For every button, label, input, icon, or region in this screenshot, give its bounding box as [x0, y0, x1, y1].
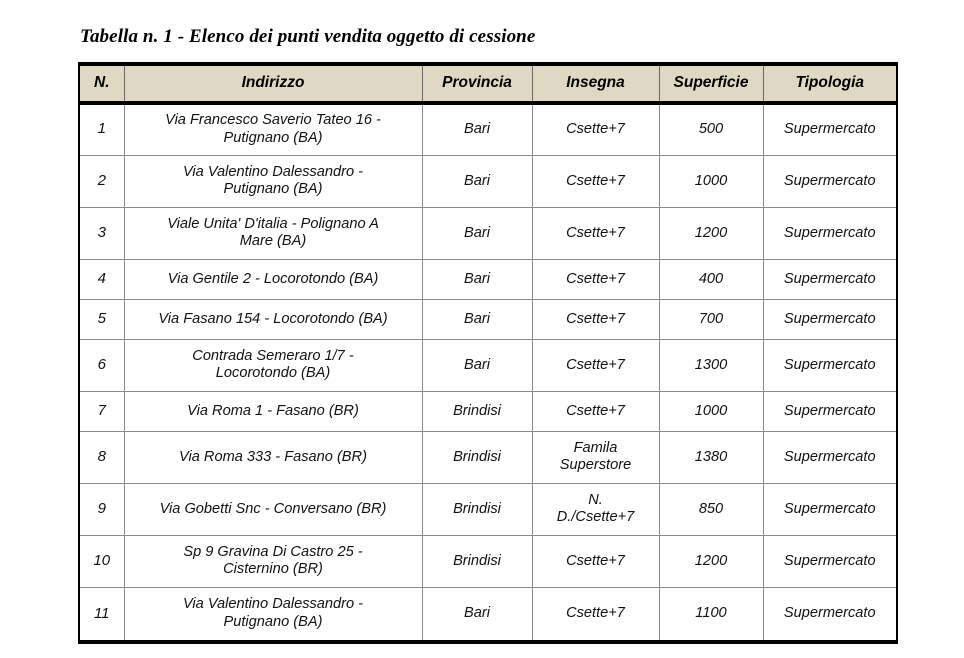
- cell-superficie: 1200: [659, 208, 763, 260]
- cell-superficie: 500: [659, 103, 763, 156]
- cell-indirizzo-line-1: Contrada Semeraro 1/7 -: [192, 347, 354, 364]
- cell-provincia: Bari: [422, 156, 532, 208]
- cell-indirizzo-line-1: Via Valentino Dalessandro -: [182, 163, 364, 180]
- cell-indirizzo-line-2: Putignano (BA): [223, 129, 323, 146]
- cell-indirizzo-line-2: Cisternino (BR): [223, 561, 323, 578]
- sales-points-table: [80, 66, 896, 640]
- cell-provincia: Bari: [422, 208, 532, 260]
- cell-insegna: Csette+7: [532, 208, 659, 260]
- cell-n: 2: [80, 156, 124, 208]
- cell-tipologia: Supermercato: [763, 340, 896, 392]
- column-header-superficie: Superficie: [659, 66, 763, 103]
- cell-indirizzo: [124, 536, 422, 588]
- table-header: [80, 66, 896, 103]
- cell-tipologia: Supermercato: [763, 300, 896, 340]
- cell-insegna-line-1: N.: [588, 491, 603, 508]
- cell-tipologia: Supermercato: [763, 156, 896, 208]
- sales-points-table-container: [78, 62, 898, 644]
- cell-tipologia: Supermercato: [763, 432, 896, 484]
- cell-superficie: 700: [659, 300, 763, 340]
- table-row: [80, 340, 896, 392]
- cell-indirizzo-line-1: Sp 9 Gravina Di Castro 25 -: [183, 543, 363, 560]
- cell-indirizzo-line-2: Locorotondo (BA): [215, 365, 331, 382]
- cell-indirizzo-line-2: Putignano (BA): [223, 181, 323, 198]
- column-header-n: N.: [80, 66, 124, 103]
- cell-indirizzo-lines: [133, 544, 414, 580]
- cell-superficie: 1200: [659, 536, 763, 588]
- cell-tipologia: Supermercato: [763, 484, 896, 536]
- column-header-indirizzo: Indirizzo: [124, 66, 422, 103]
- cell-tipologia: Supermercato: [763, 392, 896, 432]
- cell-tipologia: Supermercato: [763, 208, 896, 260]
- cell-insegna: Csette+7: [532, 260, 659, 300]
- cell-tipologia: Supermercato: [763, 536, 896, 588]
- cell-superficie: 1100: [659, 588, 763, 640]
- column-header-tipologia: Tipologia: [763, 66, 896, 103]
- table-row: [80, 392, 896, 432]
- table-row: [80, 484, 896, 536]
- cell-indirizzo-lines: [133, 112, 414, 148]
- table-body: [80, 103, 896, 640]
- cell-superficie: 400: [659, 260, 763, 300]
- cell-insegna: Csette+7: [532, 300, 659, 340]
- cell-indirizzo: [124, 156, 422, 208]
- cell-provincia: Brindisi: [422, 536, 532, 588]
- cell-indirizzo-line-2: Putignano (BA): [223, 613, 323, 630]
- cell-superficie: 1380: [659, 432, 763, 484]
- table-row: [80, 536, 896, 588]
- cell-insegna: Csette+7: [532, 392, 659, 432]
- table-row: [80, 432, 896, 484]
- cell-indirizzo-lines: [133, 348, 414, 384]
- cell-insegna-line-2: D./Csette+7: [556, 509, 635, 526]
- cell-provincia: Bari: [422, 260, 532, 300]
- cell-indirizzo: [124, 340, 422, 392]
- cell-provincia: Brindisi: [422, 432, 532, 484]
- cell-provincia: Bari: [422, 300, 532, 340]
- cell-n: 3: [80, 208, 124, 260]
- cell-indirizzo-lines: [133, 596, 414, 632]
- column-header-insegna: Insegna: [532, 66, 659, 103]
- cell-insegna-line-2: Superstore: [559, 457, 632, 474]
- cell-provincia: Bari: [422, 588, 532, 640]
- cell-insegna-line-1: Famila: [573, 439, 618, 456]
- table-row: [80, 103, 896, 156]
- cell-n: 8: [80, 432, 124, 484]
- cell-superficie: 850: [659, 484, 763, 536]
- cell-n: 1: [80, 103, 124, 156]
- cell-n: 5: [80, 300, 124, 340]
- cell-tipologia: Supermercato: [783, 604, 876, 621]
- cell-indirizzo: Via Gentile 2 - Locorotondo (BA): [124, 260, 422, 300]
- cell-n: 6: [80, 340, 124, 392]
- cell-indirizzo: Via Roma 333 - Fasano (BR): [124, 432, 422, 484]
- cell-indirizzo: [124, 588, 422, 640]
- cell-insegna: Csette+7: [532, 340, 659, 392]
- cell-indirizzo-line-1: Via Valentino Dalessandro -: [182, 595, 364, 612]
- cell-indirizzo-lines: [133, 164, 414, 200]
- table-row: [80, 588, 896, 640]
- cell-indirizzo: [124, 208, 422, 260]
- cell-provincia: Brindisi: [422, 392, 532, 432]
- cell-insegna: Csette+7: [532, 156, 659, 208]
- cell-n: 7: [80, 392, 124, 432]
- column-header-provincia: Provincia: [422, 66, 532, 103]
- table-row: [80, 260, 896, 300]
- cell-tipologia: Supermercato: [763, 103, 896, 156]
- cell-provincia: Bari: [422, 103, 532, 156]
- cell-insegna: [532, 484, 659, 536]
- cell-insegna-lines: [537, 440, 655, 476]
- cell-indirizzo: Via Roma 1 - Fasano (BR): [124, 392, 422, 432]
- table-row: [80, 156, 896, 208]
- cell-insegna: Csette+7: [532, 103, 659, 156]
- table-caption: Tabella n. 1 - Elenco dei punti vendita oggetto di cessione: [80, 26, 536, 47]
- cell-superficie: 1000: [659, 392, 763, 432]
- cell-indirizzo: Via Gobetti Snc - Conversano (BR): [124, 484, 422, 536]
- cell-n: 4: [80, 260, 124, 300]
- cell-n: 10: [80, 536, 124, 588]
- cell-superficie: 1000: [659, 156, 763, 208]
- table-row: [80, 208, 896, 260]
- cell-provincia: Bari: [422, 340, 532, 392]
- cell-n: 11: [80, 588, 124, 640]
- cell-tipologia: Supermercato: [763, 260, 896, 300]
- table-header-row: [80, 66, 896, 103]
- cell-insegna-lines: [537, 492, 655, 528]
- cell-superficie: 1300: [659, 340, 763, 392]
- cell-indirizzo: Via Fasano 154 - Locorotondo (BA): [124, 300, 422, 340]
- table-row: [80, 300, 896, 340]
- cell-indirizzo-line-1: Viale Unita' D'italia - Polignano A: [167, 215, 379, 232]
- cell-indirizzo-lines: [133, 216, 414, 252]
- cell-indirizzo-line-2: Mare (BA): [239, 233, 307, 250]
- cell-provincia: Brindisi: [422, 484, 532, 536]
- cell-insegna: [532, 432, 659, 484]
- cell-insegna: Csette+7: [532, 588, 659, 640]
- cell-n: 9: [80, 484, 124, 536]
- cell-insegna: Csette+7: [532, 536, 659, 588]
- cell-indirizzo: [124, 103, 422, 156]
- cell-indirizzo-line-1: Via Francesco Saverio Tateo 16 -: [165, 111, 381, 128]
